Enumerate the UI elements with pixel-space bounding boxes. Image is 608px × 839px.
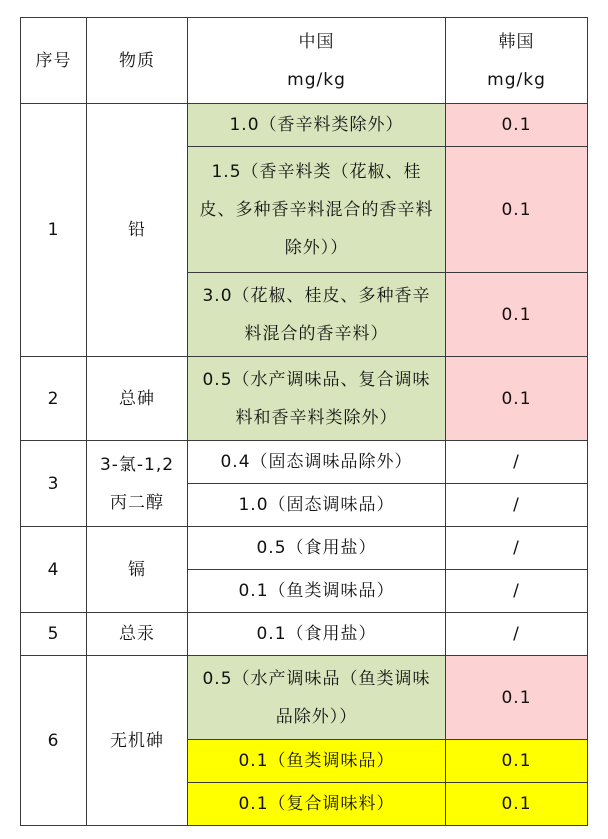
china-limit-cell: 0.5（水产调味品、复合调味料和香辛料类除外） — [188, 357, 446, 441]
china-limit-cell: 0.5（水产调味品（鱼类调味品除外）） — [188, 656, 446, 740]
table-row — [21, 357, 588, 441]
korea-limit-cell: 0.1 — [446, 104, 588, 147]
row-substance-line2: 丙二醇 — [110, 492, 164, 513]
korea-limit-cell: 0.1 — [446, 147, 588, 273]
china-limit-cell: 0.1（鱼类调味品） — [188, 740, 446, 783]
row-index: 5 — [21, 613, 87, 656]
korea-limit-cell: / — [446, 441, 588, 484]
row-substance: 总砷 — [87, 357, 188, 441]
korea-limit-cell: 0.1 — [446, 273, 588, 357]
china-limit-cell: 1.0（固态调味品） — [188, 484, 446, 527]
korea-limit-cell: / — [446, 527, 588, 570]
table-row — [21, 441, 588, 484]
china-limit-cell: 0.1（食用盐） — [188, 613, 446, 656]
header-china — [188, 18, 446, 104]
china-limit-cell: 0.5（食用盐） — [188, 527, 446, 570]
row-substance: 总汞 — [87, 613, 188, 656]
korea-limit-cell: 0.1 — [446, 783, 588, 826]
row-index: 6 — [21, 656, 87, 826]
row-substance-line1: 3-氯-1,2 — [99, 454, 175, 475]
row-index: 2 — [21, 357, 87, 441]
korea-limit-cell: 0.1 — [446, 656, 588, 740]
table-row — [21, 527, 588, 570]
korea-limit-cell: / — [446, 613, 588, 656]
china-limit-cell: 1.0（香辛料类除外） — [188, 104, 446, 147]
row-substance — [87, 441, 188, 527]
china-limit-cell: 0.4（固态调味品除外） — [188, 441, 446, 484]
header-china-label: 中国 — [298, 31, 335, 52]
korea-limit-cell: 0.1 — [446, 357, 588, 441]
header-korea — [446, 18, 588, 104]
header-korea-label: 韩国 — [498, 31, 535, 52]
row-substance: 铅 — [87, 104, 188, 357]
row-substance: 无机砷 — [87, 656, 188, 826]
header-substance: 物质 — [87, 18, 188, 104]
limits-comparison-table — [20, 17, 588, 826]
row-substance: 镉 — [87, 527, 188, 613]
china-limit-cell: 0.1（鱼类调味品） — [188, 570, 446, 613]
header-row — [21, 18, 588, 104]
header-korea-unit: mg/kg — [487, 69, 546, 90]
row-index: 3 — [21, 441, 87, 527]
row-index: 1 — [21, 104, 87, 357]
table-row — [21, 613, 588, 656]
header-index: 序号 — [21, 18, 87, 104]
korea-limit-cell: / — [446, 570, 588, 613]
row-index: 4 — [21, 527, 87, 613]
header-china-unit: mg/kg — [287, 69, 346, 90]
table-row — [21, 656, 588, 740]
china-limit-cell: 0.1（复合调味料） — [188, 783, 446, 826]
china-limit-cell: 3.0（花椒、桂皮、多种香辛料混合的香辛料） — [188, 273, 446, 357]
china-limit-cell: 1.5（香辛料类（花椒、桂皮、多种香辛料混合的香辛料除外）） — [188, 147, 446, 273]
table-row — [21, 104, 588, 147]
korea-limit-cell: 0.1 — [446, 740, 588, 783]
korea-limit-cell: / — [446, 484, 588, 527]
